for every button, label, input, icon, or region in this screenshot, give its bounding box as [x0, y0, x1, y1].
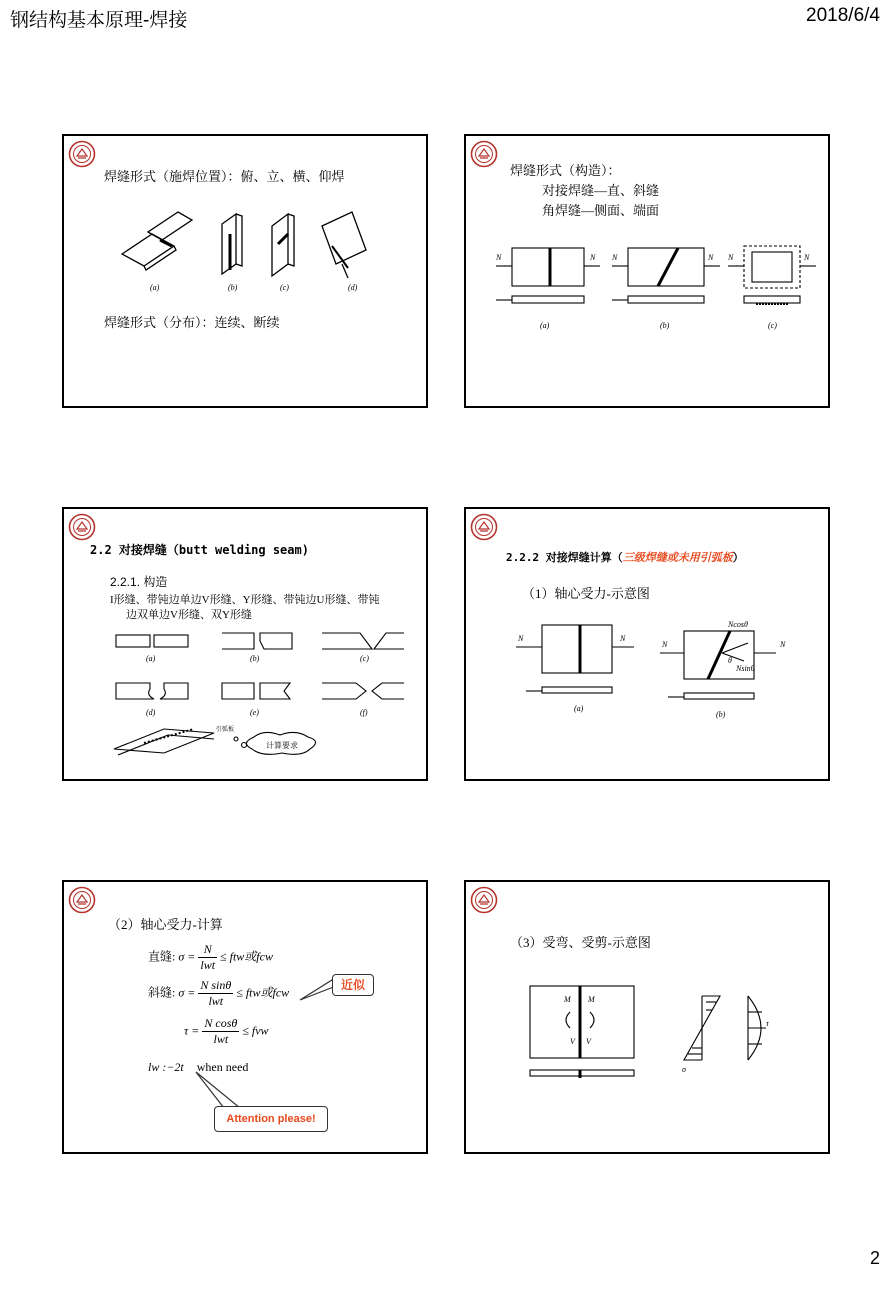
weld-position-line: 焊缝形式（施焊位置）：俯、立、横、仰焊	[104, 169, 345, 184]
force-n-label: N	[780, 640, 786, 649]
nsin-label: Nsinθ	[736, 664, 755, 673]
fillet-weld-line: 角焊缝—侧面、端面	[542, 203, 660, 218]
force-n-label: N	[728, 253, 734, 262]
fig-b-label: (b)	[716, 710, 726, 719]
sigma-label: σ	[682, 1065, 686, 1074]
force-n-label: N	[518, 634, 524, 643]
slide-5[interactable]	[62, 880, 428, 1154]
slide-1[interactable]	[62, 134, 428, 408]
force-n-label: N	[590, 253, 596, 262]
axial-schematic-subtitle: （1）轴心受力-示意图	[522, 586, 650, 601]
university-seal-icon	[68, 513, 96, 541]
fig-d-label: (d)	[146, 708, 156, 717]
fig-a-label: (a)	[574, 704, 584, 713]
fig-c-label: (c)	[360, 654, 369, 663]
groove-desc-line-1: I形缝、带钝边单边V形缝、Y形缝、带钝边U形缝、带钝	[110, 594, 380, 606]
fig-a-label: (a)	[540, 321, 550, 330]
slide-3[interactable]	[62, 507, 428, 781]
title-highlight: 三级焊缝或未用引弧板	[622, 551, 733, 564]
document-date: 2018/6/4	[806, 5, 880, 26]
fig-e-label: (e)	[250, 708, 259, 717]
fig-a-label: (a)	[146, 654, 156, 663]
cloud-calc-label: 计算要求	[266, 741, 298, 750]
fig-f-label: (f)	[360, 708, 368, 717]
force-n-label: N	[662, 640, 668, 649]
weld-position-figure	[112, 204, 372, 294]
fig-b-label: (b)	[250, 654, 260, 663]
university-seal-icon	[470, 513, 498, 541]
fig-c-label: (c)	[768, 321, 777, 330]
slide-2[interactable]	[464, 134, 830, 408]
fig-b-label: (b)	[660, 321, 670, 330]
weld-length-formula: lw :−2t when need	[148, 1060, 249, 1074]
slide-6[interactable]	[464, 880, 830, 1154]
shear-formula: τ = $\frac{\text{N cosθ}}{\text{lwt}}$ ≤ fvw	[184, 1016, 269, 1046]
page-number: 2	[869, 1248, 880, 1268]
section-title: 2.2 对接焊缝（butt welding seam)	[90, 543, 309, 557]
slide-4[interactable]	[464, 507, 830, 781]
arc-plate-label: 引弧板	[216, 727, 235, 733]
weld-distribution-line: 焊缝形式（分布）：连续、断续	[104, 315, 280, 330]
force-n-label: N	[612, 253, 618, 262]
shear-v-label: V	[570, 1037, 575, 1046]
oblique-weld-formula: 斜缝: σ = $\frac{\text{N sinθ}}{\text{lwt}}$ ≤ ftw或fcw	[148, 978, 290, 1008]
shear-v-label: V	[586, 1037, 591, 1046]
attention-callout: Attention please!	[214, 1106, 328, 1132]
fig-a-label: (a)	[150, 283, 160, 292]
approx-callout: 近似	[332, 974, 374, 996]
groove-types-figure	[104, 625, 414, 775]
ncos-label: Ncosθ	[728, 620, 748, 629]
force-n-label: N	[496, 253, 502, 262]
university-seal-icon	[470, 140, 498, 168]
axial-load-figure	[496, 613, 806, 733]
axial-calc-subtitle: （2）轴心受力-计算	[108, 917, 223, 932]
straight-weld-formula: 直缝: σ = $\frac{N}{\text{lwt}}$ ≤ ftw或fcw	[148, 942, 273, 972]
section-title: 2.2.2 对接焊缝计算（三级焊缝或未用引弧板）	[506, 551, 744, 564]
groove-desc-line-2: 边双单边V形缝、双Y形缝	[126, 609, 252, 621]
bending-shear-subtitle: （3）受弯、受剪-示意图	[510, 935, 651, 950]
university-seal-icon	[68, 140, 96, 168]
university-seal-icon	[470, 886, 498, 914]
weld-construction-line: 焊缝形式（构造）：	[510, 163, 621, 178]
force-n-label: N	[804, 253, 810, 262]
bending-shear-figure	[522, 982, 782, 1102]
document-title: 钢结构基本原理-焊接	[10, 10, 188, 31]
theta-label: θ	[728, 656, 732, 665]
section-subtitle: 2.2.1. 构造	[110, 575, 168, 589]
moment-m-label: M	[588, 995, 595, 1004]
butt-weld-line: 对接焊缝—直、斜缝	[542, 183, 660, 198]
fig-c-label: (c)	[280, 283, 289, 292]
fig-b-label: (b)	[228, 283, 238, 292]
force-n-label: N	[620, 634, 626, 643]
force-n-label: N	[708, 253, 714, 262]
weld-construction-figure	[482, 232, 822, 338]
fig-d-label: (d)	[348, 283, 358, 292]
moment-m-label: M	[564, 995, 571, 1004]
tau-label: τ	[766, 1019, 769, 1028]
